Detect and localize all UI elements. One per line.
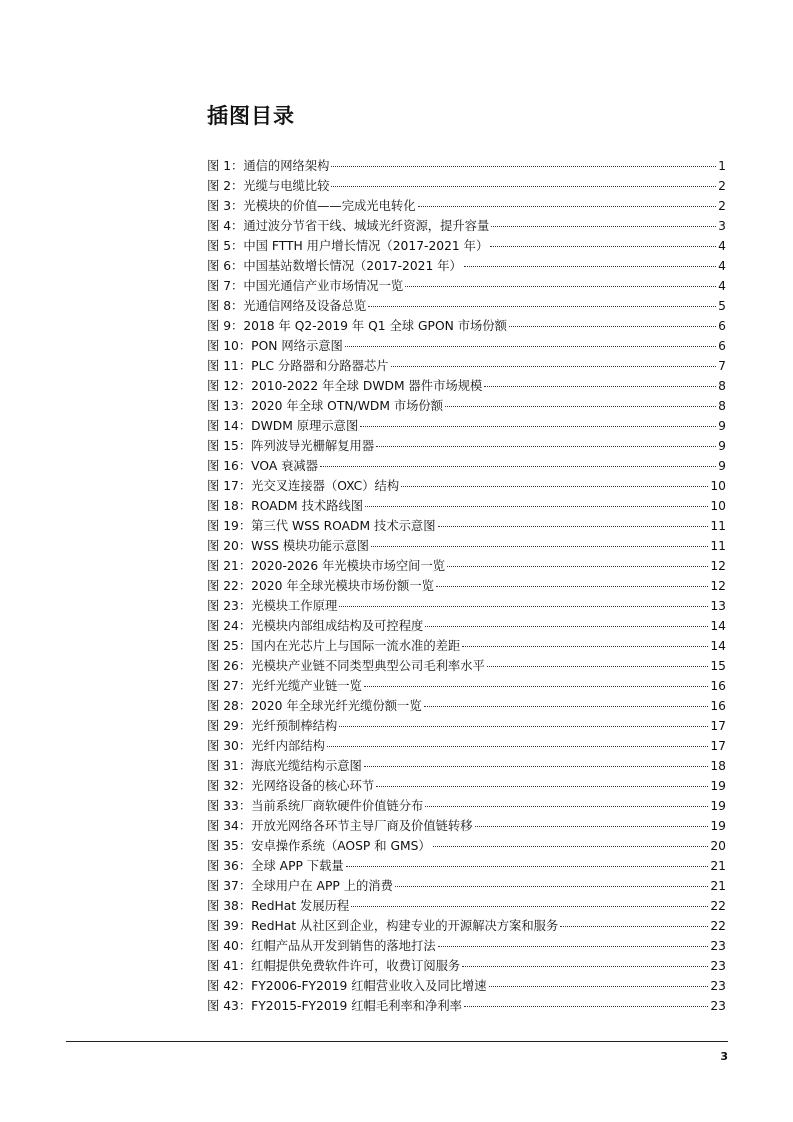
toc-entry-page: 17	[710, 719, 726, 733]
toc-entry-label: 图 14：	[207, 419, 252, 433]
toc-entry-page: 8	[718, 379, 726, 393]
toc-entry-page: 18	[710, 759, 726, 773]
toc-entry[interactable]	[207, 876, 726, 896]
toc-entry-page: 22	[710, 919, 726, 933]
toc-entry[interactable]	[207, 156, 726, 176]
toc-entry[interactable]	[207, 656, 726, 676]
toc-entry-page: 10	[710, 499, 726, 513]
toc-entry-page: 5	[718, 299, 726, 313]
toc-entry-title: 光网络设备的核心环节	[251, 779, 375, 793]
toc-entry-title: 红帽提供免费软件许可，收费订阅服务	[251, 959, 461, 973]
toc-entry-title: 2020 年全球光模块市场份额一览	[251, 579, 434, 593]
toc-dot-leader	[401, 485, 708, 487]
toc-dot-leader	[365, 505, 708, 507]
toc-entry-page: 14	[710, 619, 726, 633]
toc-dot-leader	[339, 725, 708, 727]
toc-entry-page: 12	[710, 559, 726, 573]
toc-entry-label: 图 5：	[207, 239, 244, 253]
toc-entry-label: 图 7：	[207, 279, 244, 293]
toc-dot-leader	[327, 745, 708, 747]
toc-entry-title: RedHat 发展历程	[251, 899, 350, 913]
toc-entry-label: 图 32：	[207, 779, 252, 793]
toc-entry[interactable]	[207, 476, 726, 496]
toc-entry-label: 图 21：	[207, 559, 252, 573]
toc-entry-page: 6	[718, 319, 726, 333]
toc-entry-label: 图 12：	[207, 379, 252, 393]
toc-dot-leader	[436, 585, 708, 587]
toc-entry-title: PLC 分路器和分路器芯片	[251, 359, 389, 373]
toc-entry[interactable]	[207, 816, 726, 836]
toc-entry-title: WSS 模块功能示意图	[251, 539, 369, 553]
toc-entry-label: 图 20：	[207, 539, 252, 553]
toc-entry[interactable]	[207, 496, 726, 516]
toc-entry-page: 11	[710, 539, 726, 553]
toc-entry-label: 图 16：	[207, 459, 252, 473]
toc-entry-page: 10	[710, 479, 726, 493]
toc-entry[interactable]	[207, 176, 726, 196]
toc-entry[interactable]	[207, 996, 726, 1016]
toc-dot-leader	[368, 305, 716, 307]
toc-dot-leader	[331, 185, 716, 187]
toc-entry-title: 光模块内部组成结构及可控程度	[251, 619, 424, 633]
toc-entry-page: 20	[710, 839, 726, 853]
toc-entry-title: ROADM 技术路线图	[251, 499, 364, 513]
toc-entry-title: 2018 年 Q2-2019 年 Q1 全球 GPON 市场份额	[243, 319, 507, 333]
figure-table-of-contents	[207, 156, 726, 1016]
toc-entry[interactable]	[207, 356, 726, 376]
toc-entry[interactable]	[207, 596, 726, 616]
toc-entry-page: 4	[718, 259, 726, 273]
toc-entry-label: 图 2：	[207, 179, 244, 193]
toc-entry[interactable]	[207, 396, 726, 416]
toc-entry[interactable]	[207, 316, 726, 336]
toc-entry-title: PON 网络示意图	[251, 339, 343, 353]
toc-entry-page: 23	[710, 979, 726, 993]
toc-entry[interactable]	[207, 216, 726, 236]
toc-entry[interactable]	[207, 636, 726, 656]
toc-entry-label: 图 37：	[207, 879, 252, 893]
toc-entry-title: 中国光通信产业市场情况一览	[243, 279, 404, 293]
toc-entry[interactable]	[207, 576, 726, 596]
toc-entry[interactable]	[207, 336, 726, 356]
toc-dot-leader	[475, 825, 709, 827]
toc-entry-title: 全球用户在 APP 上的消费	[251, 879, 393, 893]
toc-entry[interactable]	[207, 376, 726, 396]
toc-entry[interactable]	[207, 976, 726, 996]
toc-entry-label: 图 22：	[207, 579, 252, 593]
toc-dot-leader	[462, 645, 708, 647]
toc-dot-leader	[345, 345, 716, 347]
toc-entry-label: 图 35：	[207, 839, 252, 853]
toc-entry-title: DWDM 原理示意图	[251, 419, 359, 433]
toc-entry-label: 图 3：	[207, 199, 244, 213]
toc-entry[interactable]	[207, 856, 726, 876]
toc-entry-label: 图 26：	[207, 659, 252, 673]
toc-entry[interactable]	[207, 916, 726, 936]
toc-entry-title: 光模块产业链不同类型典型公司毛利率水平	[251, 659, 485, 673]
toc-entry-page: 1	[718, 159, 726, 173]
toc-dot-leader	[438, 945, 709, 947]
toc-dot-leader	[376, 785, 708, 787]
toc-entry-label: 图 31：	[207, 759, 252, 773]
toc-entry-page: 23	[710, 959, 726, 973]
toc-entry-page: 21	[710, 879, 726, 893]
toc-entry-title: 2010-2022 年全球 DWDM 器件市场规模	[251, 379, 483, 393]
toc-entry-title: 当前系统厂商软硬件价值链分布	[251, 799, 424, 813]
toc-entry-label: 图 30：	[207, 739, 252, 753]
toc-entry-title: 2020 年全球 OTN/WDM 市场份额	[251, 399, 444, 413]
toc-entry-label: 图 9：	[207, 319, 244, 333]
toc-entry-label: 图 17：	[207, 479, 252, 493]
toc-entry-title: 光模块的价值——完成光电转化	[243, 199, 416, 213]
toc-dot-leader	[491, 225, 716, 227]
toc-entry-label: 图 25：	[207, 639, 252, 653]
toc-entry-page: 8	[718, 399, 726, 413]
toc-dot-leader	[395, 885, 708, 887]
toc-dot-leader	[371, 545, 708, 547]
toc-entry-title: 2020 年全球光纤光缆份额一览	[251, 699, 422, 713]
toc-entry[interactable]	[207, 516, 726, 536]
toc-entry-page: 3	[718, 219, 726, 233]
toc-entry-page: 15	[710, 659, 726, 673]
toc-entry-page: 13	[710, 599, 726, 613]
toc-entry-page: 19	[710, 819, 726, 833]
toc-dot-leader	[438, 525, 709, 527]
toc-entry[interactable]	[207, 456, 726, 476]
toc-entry-title: FY2015-FY2019 红帽毛利率和净利率	[251, 999, 462, 1013]
toc-entry-title: 光模块工作原理	[251, 599, 338, 613]
toc-dot-leader	[462, 965, 708, 967]
toc-dot-leader	[331, 165, 716, 167]
toc-entry[interactable]	[207, 716, 726, 736]
toc-entry-page: 9	[718, 419, 726, 433]
toc-entry-title: RedHat 从社区到企业，构建专业的开源解决方案和服务	[251, 919, 559, 933]
toc-entry-page: 22	[710, 899, 726, 913]
page-title: 插图目录	[207, 104, 295, 128]
toc-entry[interactable]	[207, 276, 726, 296]
toc-entry-label: 图 41：	[207, 959, 252, 973]
toc-entry-label: 图 23：	[207, 599, 252, 613]
toc-dot-leader	[445, 405, 716, 407]
toc-dot-leader	[405, 285, 716, 287]
toc-entry-page: 12	[710, 579, 726, 593]
toc-entry-label: 图 18：	[207, 499, 252, 513]
toc-entry[interactable]	[207, 676, 726, 696]
toc-entry-label: 图 19：	[207, 519, 252, 533]
toc-entry-label: 图 6：	[207, 259, 244, 273]
toc-entry-label: 图 15：	[207, 439, 252, 453]
toc-entry-label: 图 10：	[207, 339, 252, 353]
toc-entry-title: 安卓操作系统（AOSP 和 GMS）	[251, 839, 431, 853]
toc-entry-label: 图 24：	[207, 619, 252, 633]
toc-entry-label: 图 43：	[207, 999, 252, 1013]
toc-entry-label: 图 28：	[207, 699, 252, 713]
toc-entry-title: 光纤内部结构	[251, 739, 325, 753]
toc-entry-page: 9	[718, 459, 726, 473]
toc-entry[interactable]	[207, 616, 726, 636]
toc-dot-leader	[320, 465, 716, 467]
toc-dot-leader	[425, 625, 708, 627]
toc-dot-leader	[484, 385, 716, 387]
toc-entry-title: 通过波分节省干线、城域光纤资源，提升容量	[243, 219, 490, 233]
toc-entry-page: 16	[710, 699, 726, 713]
toc-entry-label: 图 34：	[207, 819, 252, 833]
toc-entry-page: 4	[718, 239, 726, 253]
toc-entry-title: 国内在光芯片上与国际一流水准的差距	[251, 639, 461, 653]
toc-entry-title: 光交叉连接器（OXC）结构	[251, 479, 400, 493]
toc-entry-title: 海底光缆结构示意图	[251, 759, 362, 773]
toc-entry-label: 图 29：	[207, 719, 252, 733]
toc-entry-title: VOA 衰减器	[251, 459, 319, 473]
toc-entry-label: 图 39：	[207, 919, 252, 933]
toc-entry-title: 红帽产品从开发到销售的落地打法	[251, 939, 436, 953]
toc-dot-leader	[339, 605, 708, 607]
toc-dot-leader	[424, 705, 709, 707]
toc-entry[interactable]	[207, 896, 726, 916]
toc-entry-label: 图 42：	[207, 979, 252, 993]
toc-entry-title: 第三代 WSS ROADM 技术示意图	[251, 519, 436, 533]
toc-entry-title: 开放光网络各环节主导厂商及价值链转移	[251, 819, 473, 833]
toc-entry-page: 2	[718, 179, 726, 193]
toc-entry-label: 图 33：	[207, 799, 252, 813]
toc-dot-leader	[464, 265, 716, 267]
toc-entry-label: 图 13：	[207, 399, 252, 413]
toc-dot-leader	[487, 665, 709, 667]
toc-entry[interactable]	[207, 796, 726, 816]
toc-entry[interactable]	[207, 936, 726, 956]
toc-entry-page: 23	[710, 939, 726, 953]
toc-entry[interactable]	[207, 236, 726, 256]
toc-entry-page: 19	[710, 779, 726, 793]
toc-entry-label: 图 1：	[207, 159, 244, 173]
toc-entry[interactable]	[207, 956, 726, 976]
toc-entry[interactable]	[207, 256, 726, 276]
toc-entry-label: 图 38：	[207, 899, 252, 913]
footer-divider	[66, 1041, 728, 1042]
toc-entry-label: 图 11：	[207, 359, 252, 373]
toc-entry[interactable]	[207, 736, 726, 756]
toc-dot-leader	[425, 805, 708, 807]
toc-dot-leader	[364, 765, 709, 767]
toc-dot-leader	[391, 365, 717, 367]
toc-entry-title: 通信的网络架构	[243, 159, 330, 173]
toc-entry[interactable]	[207, 776, 726, 796]
toc-entry[interactable]	[207, 556, 726, 576]
toc-dot-leader	[346, 865, 709, 867]
toc-entry-label: 图 27：	[207, 679, 252, 693]
toc-entry-title: 阵列波导光栅解复用器	[251, 439, 375, 453]
toc-entry-page: 2	[718, 199, 726, 213]
toc-entry-page: 21	[710, 859, 726, 873]
toc-dot-leader	[433, 845, 709, 847]
toc-entry-page: 23	[710, 999, 726, 1013]
toc-dot-leader	[464, 1005, 708, 1007]
toc-dot-leader	[447, 565, 708, 567]
toc-entry-label: 图 36：	[207, 859, 252, 873]
toc-entry[interactable]	[207, 536, 726, 556]
toc-entry-title: 中国 FTTH 用户增长情况（2017-2021 年）	[243, 239, 489, 253]
toc-entry-title: 中国基站数增长情况（2017-2021 年）	[243, 259, 462, 273]
toc-dot-leader	[364, 685, 709, 687]
toc-entry-label: 图 4：	[207, 219, 244, 233]
toc-entry[interactable]	[207, 416, 726, 436]
toc-entry-title: 2020-2026 年光模块市场空间一览	[251, 559, 446, 573]
toc-entry-title: 光通信网络及设备总览	[243, 299, 367, 313]
toc-entry-page: 4	[718, 279, 726, 293]
toc-entry-label: 图 40：	[207, 939, 252, 953]
toc-entry-page: 11	[710, 519, 726, 533]
toc-entry-title: 光纤预制棒结构	[251, 719, 338, 733]
toc-entry-page: 19	[710, 799, 726, 813]
toc-entry-title: 光缆与电缆比较	[243, 179, 330, 193]
page-number: 3	[720, 1050, 728, 1063]
toc-entry-label: 图 8：	[207, 299, 244, 313]
toc-entry-title: FY2006-FY2019 红帽营业收入及同比增速	[251, 979, 487, 993]
toc-dot-leader	[418, 205, 717, 207]
toc-entry-page: 7	[718, 359, 726, 373]
toc-entry[interactable]	[207, 836, 726, 856]
toc-dot-leader	[360, 425, 716, 427]
toc-entry-title: 全球 APP 下载量	[251, 859, 344, 873]
toc-entry-page: 14	[710, 639, 726, 653]
toc-entry[interactable]	[207, 296, 726, 316]
toc-dot-leader	[489, 985, 709, 987]
toc-entry-page: 17	[710, 739, 726, 753]
toc-dot-leader	[351, 905, 708, 907]
toc-dot-leader	[560, 925, 708, 927]
toc-entry[interactable]	[207, 436, 726, 456]
toc-entry-page: 9	[718, 439, 726, 453]
toc-entry-page: 16	[710, 679, 726, 693]
toc-entry[interactable]	[207, 196, 726, 216]
toc-entry[interactable]	[207, 756, 726, 776]
toc-dot-leader	[490, 245, 716, 247]
toc-entry-title: 光纤光缆产业链一览	[251, 679, 362, 693]
toc-entry-page: 6	[718, 339, 726, 353]
toc-dot-leader	[509, 325, 716, 327]
toc-dot-leader	[376, 445, 716, 447]
toc-entry[interactable]	[207, 696, 726, 716]
